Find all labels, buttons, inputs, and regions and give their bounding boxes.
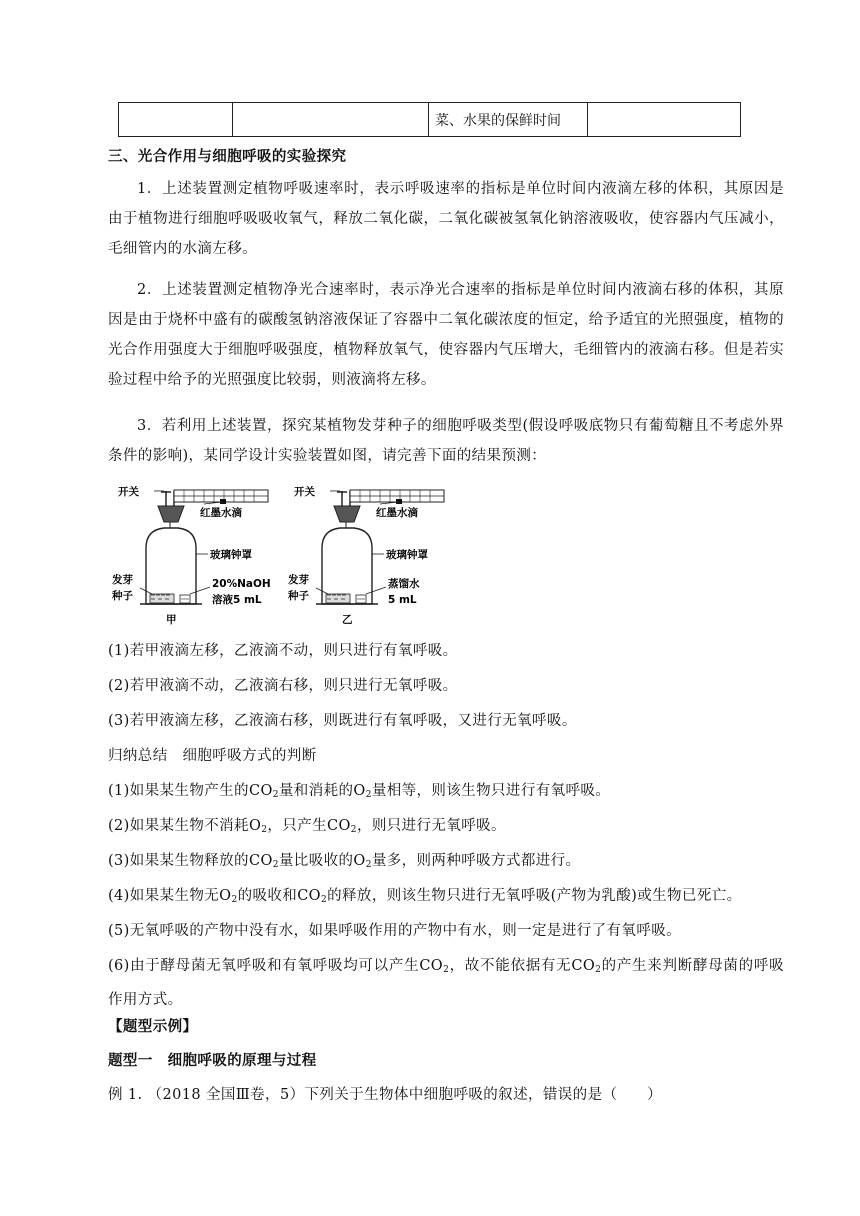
water-label-2: 5 mL	[388, 594, 417, 606]
paragraph-2: 2．上述装置测定植物净光合速率时，表示净光合速率的指标是单位时间内液滴右移的体积，其原因是由于烧杯中盛有的碳酸氢钠溶液保证了容器中二氧化碳浓度的恒定，给予适宜的光照强度，植物的光合作用强度大于细胞呼吸强度，植物释放氧气，使容器内气压增大，毛细管内的液滴右移。但是若实验过程中给予的光照强度比较弱，则液滴将左移。	[108, 282, 784, 388]
type-heading: 题型一 细胞呼吸的原理与过程	[108, 1052, 317, 1069]
switch-label-a: 开关	[118, 486, 139, 498]
table-cell	[233, 103, 429, 137]
summary-6: (6)由于酵母菌无氧呼吸和有氧呼吸均可以产生$CO_2$，故不能依据有无$CO_2$的产生来判断酵母菌的呼吸作用方式。	[108, 958, 784, 1008]
table-cell	[119, 103, 233, 137]
paragraph-3: 3．若利用上述装置，探究某植物发芽种子的细胞呼吸类型(假设呼吸底物只有葡萄糖且不考虑外界条件的影响)，某同学设计实验装置如图，请完善下面的结果预测：	[108, 418, 784, 464]
drop-label-b: 红墨水滴	[376, 507, 418, 519]
seed-label-b-1: 发芽	[288, 574, 309, 586]
summary-3: (3)如果某生物释放的$CO_2$量比吸收的$O_2$量多，则两种呼吸方式都进行。	[108, 853, 581, 870]
table-fragment	[118, 102, 741, 137]
water-label-1: 蒸馏水	[388, 578, 420, 590]
glass-bell-jar-b	[322, 528, 372, 604]
summary-title: 归纳总结 细胞呼吸方式的判断	[108, 748, 317, 764]
result-1: (1)若甲液滴左移，乙液滴不动，则只进行有氧呼吸。	[108, 643, 458, 659]
result-2: (2)若甲液滴不动，乙液滴右移，则只进行无氧呼吸。	[108, 678, 458, 694]
experiment-figure	[112, 482, 448, 630]
summary-2: (2)如果某生物不消耗$O_2$，只产生$CO_2$，则只进行无氧呼吸。	[108, 818, 506, 835]
apparatus-a	[111, 485, 271, 626]
section-heading: 三、光合作用与细胞呼吸的实验探究	[108, 148, 347, 165]
summary-5: (5)无氧呼吸的产物中没有水，如果呼吸作用的产物中有水，则一定是进行了有氧呼吸。	[108, 923, 682, 939]
seed-label-b-2: 种子	[288, 590, 309, 602]
naoh-label-2: 溶液5 mL	[212, 594, 262, 606]
apparatus-b	[287, 485, 444, 626]
naoh-label-1: 20%NaOH	[212, 578, 271, 590]
table-cell	[588, 103, 741, 137]
seed-label-a-2: 种子	[112, 590, 133, 602]
paragraph-1: 1．上述装置测定植物呼吸速率时，表示呼吸速率的指标是单位时间内液滴左移的体积，其原因是由于植物进行细胞呼吸吸收氧气，释放二氧化碳，二氧化碳被氢氧化钠溶液吸收，使容器内气压减小，毛细管内的水滴左移。	[108, 181, 784, 257]
seed-label-a-1: 发芽	[112, 574, 133, 586]
glass-bell-jar-a	[146, 528, 196, 604]
switch-label-b: 开关	[294, 486, 315, 498]
summary-1: (1)如果某生物产生的$CO_2$量和消耗的$O_2$量相等，则该生物只进行有氧呼吸。	[108, 783, 611, 800]
red-ink-drop	[220, 499, 226, 504]
example-1: 例 1. （2018 全国Ⅲ卷，5）下列关于生物体中细胞呼吸的叙述，错误的是（ ）	[108, 1087, 663, 1103]
table-row	[119, 103, 741, 137]
red-ink-drop	[396, 499, 402, 504]
caption-a: 甲	[166, 614, 177, 626]
caption-b: 乙	[342, 614, 353, 626]
result-3: (3)若甲液滴左移，乙液滴右移，则既进行有氧呼吸，又进行无氧呼吸。	[108, 713, 577, 729]
example-heading: 【题型示例】	[108, 1018, 198, 1035]
bell-label-b: 玻璃钟罩	[386, 549, 428, 561]
drop-label-a: 红墨水滴	[200, 507, 242, 519]
summary-4: (4)如果某生物无$O_2$的吸收和$CO_2$的释放，则该生物只进行无氧呼吸(产物为乳酸)或生物已死亡。	[108, 888, 742, 905]
table-cell: 菜、水果的保鲜时间	[429, 103, 588, 137]
bell-label-a: 玻璃钟罩	[210, 549, 252, 561]
